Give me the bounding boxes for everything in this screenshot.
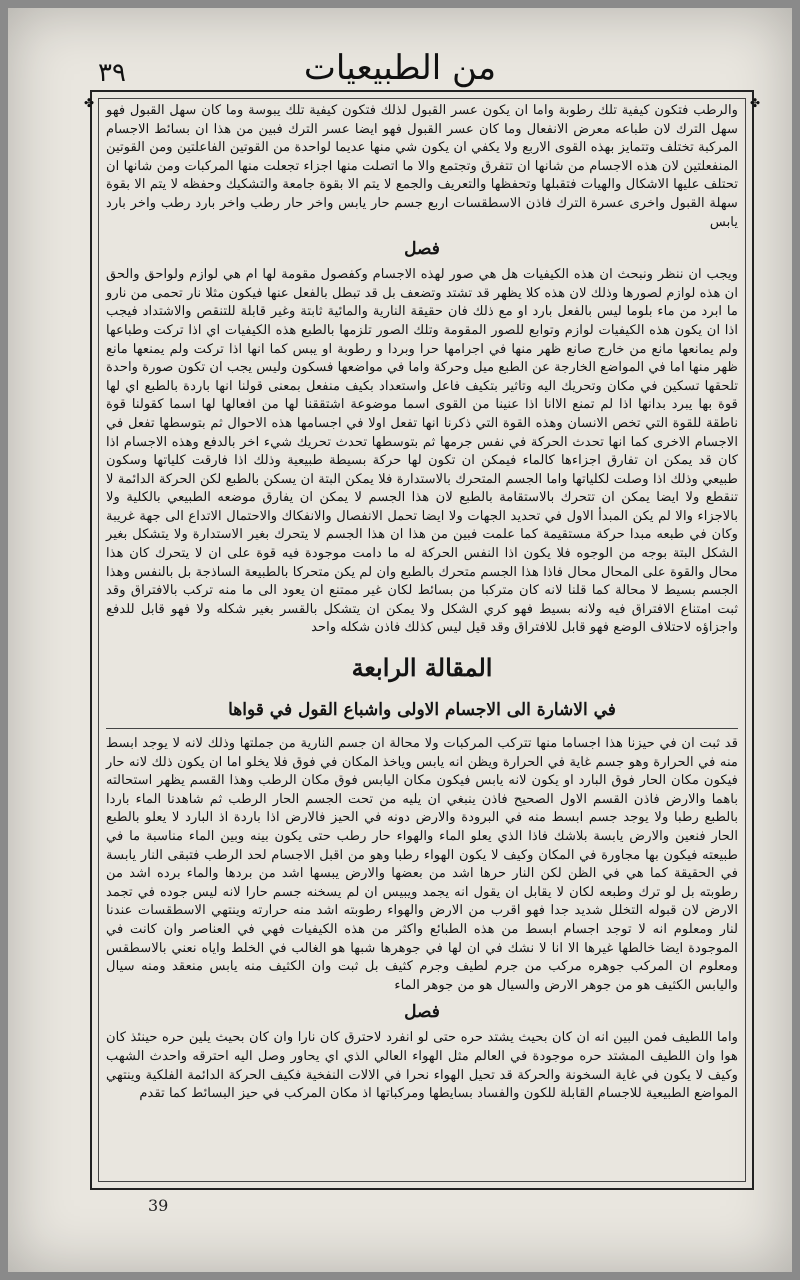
running-title: من الطبيعيات xyxy=(303,48,497,88)
section-heading: فصل xyxy=(404,239,440,260)
paragraph: واما اللطيف فمن البين انه ان كان بحيث يشتد حره حتى لو انفرد لاحترق كان نارا وان كان بحيث يلين حره حينئذ كان هوا وان اللطيف المشتد حره موجودة في العالم مثل الهواء العالي الذي اي يحاور وصل اليه احترقه واحدث الشهب وكيف لا يكون في غاية السخونة والحركة قد تحيل الهواء نحرا في الالات النفخية فكيف الحركة الدائمة الفلكية وينتهي المواضع الطبيعية للاجسام القابلة للكون والفساد بسايطها ومركباتها اذ مكان المركب في حيز البسائط كما تقدم xyxy=(106,1030,738,1102)
page-number-arabic: ٣٩ xyxy=(98,58,126,88)
main-text xyxy=(106,102,738,1178)
chapter-title: المقالة الرابعة xyxy=(351,653,493,683)
text-frame xyxy=(84,90,761,1190)
paragraph: ويجب ان ننظر ونبحث ان هذه الكيفيات هل هي صور لهذه الاجسام وكفصول مقومة لها ام هي لوازم ولواحق والحق ان هذه لوازم لصورها وذلك لان هذه كلا يظهر قد تشتد وتضعف بل قد تبطل بالفعل عنها فيكون مثلا نار تحمى من نارو ما ابرد من ماء بلوما ليس بالفعل بارد او مع ذلك فان حقيقة النارية والمائية ثابتة وغير قابلة للتنقص والاشتداد فيجب اذا ان يكون هذه الكيفيات لوازم وتوابع للصور المقومة وتلك الصور تلزمها بالطبع هذه الكيفيات اي اذا تركت وطباعها ولم يمانعها مانع من خارج صانع ظهر منها في اجرامها حرا وبردا و رطوبة او يبس كما انها اذا تركت ولم يمنعها مانع ظهر منها اما في المواضع الخارجة عن الطبع ميل وحركة واما في مواضعها فسكون وليس يجب ان تكون صورة واحدة تلحقها تسكين في مكان وتحريك اليه وتاثير بتكيف فاعل واستعداد بكيف منفعل بمعنى قولنا انها باردة بالطبع اي لها قوة بها يبرد بدانها اذا لم تمنع الاانا اذا عنينا من القوى اسما موضوعة اشتققنا لها من افعالها لها اسما كقولنا قوة ناطقة للقوة التي تخص الانسان وهذه القوة التي ذكرنا انها تفعل اولا في اجسامها هذه الاحوال ثم بتوسطها تفعل في الاجسام الاخرى كما انها تحدث الحركة في نفس جرمها ثم بتوسطها تحدث تحريك شيء اخر بالدفع وهذه الاجسام اذا كان قد يمكن ان تفارق اجزاءها كالماء فيمكن ان تكون لها حركة بسيطة طبيعية وذلك اذا فارقت كلياتها وسكون طبيعي وذلك اذا وصلت لكلياتها واما الجسم المتحرك بالاستدارة فلا يمكن البتة ان يسكن بالطبع لكن الحركة الدائمة لا تنقطع ولا ايضا يمكن ان تتحرك بالاستقامة بالطبع لان هذا الجسم لا يمكن ان يفارق موضعه الطبيعي بالكلية ولا بالاجزاء والا لم يكن المبدأ الاول في تحديد الجهات ولا ايضا تحمل الانفصال والانفكاك والاحتمال الاتداع الى جهة غريبة وكان في طبعه مبدا حركة مستقيمة كما علمت فبين من هذا ان هذا الجسم لا يتحرك بغير الاستدارة ولا يتشكل بغير الشكل البتة بوجه من الوجوه فلا يكون اذا النفس الحركة له ما دامت موجودة فيه قوة على ان لا يتحرك كان هذا محال والقوة على المحال محال فاذا هذا الجسم متحرك بالطبع وان لم يكن متحركا بالطبيعة الساذجة بل بالنفس وهذا الجسم بسيط لا محالة كما قلنا لانه كان متركبا من بسائط لكان غير ممتنع ان يعود الى ما منه تركب بالافتراق وقد ثبت امتناع الافتراق فيه ولانه بسيط فهو كري الشكل ولا يمكن ان يتشكل بالقسر بغير شكله ولا فهو قابل للدفع واجزاؤه لاحتلاف الوضع فهو قابل للافتراق وقد قيل ليس كذلك فاذن شكله واحد xyxy=(106,267,738,636)
corner-ornament-icon: ✤ xyxy=(84,96,95,110)
paragraph: قد ثبت ان في حيزنا هذا اجساما منها تتركب المركبات ولا محالة ان جسم النارية من جملتها وذلك لانه لا يوجد ابسط منه في الحرارة وهو جسم غاية في الحرارة ويظن انه يابس وياخذ المكان في فوق فلا يخلو اما ان يكون ذلك لانه حار فيكون مكان الحار فوق البارد او يكون لانه يابس فيكون مكان اليابس فوق مكان الرطب وهذا القسم يظهر استحالته باهما والارض فاذن القسم الاول الصحيح فاذن ينبغي ان يليه من تحت الجسم الحار الرطب ثم شاهدنا الماء باردا بالطبع رطبا ولا يوجد جسم ابسط منه في البرودة والارض دونه في الحيز فالارض اذا باردة اذ البارد لا يعلو بالطبع الحار فنعين والارض يابسة بلاشك فاذا الذي يعلو الماء والهواء حار رطب حتى يكون بينه وبين الماء مناسبة ما في طبيعته فيكون بها مجاورة في المكان وكيف لا يكون الهواء رطبا وهو من اقبل الاجسام لحد الرطب فتبقى النار يابسة في الحقيقة كما هي في الظن لكن النار حرها اشد من بعضها والارض يبسها اشد من بردها والماء برده اشد من رطوبته بل لو ترك وطبعه لكان لا يقابل ان يقول انه يجمد ويبيس ان لم يسخنه جسم حارا لانه ليس جوده في تجمد الارض لان قبوله التخلل شديد جدا فهو اقرب من الارض والهواء رطوبته اشد منه حرارته وينتهي الاسطقسات عندنا لنار ومعلوم انه لا توجد اجسام ابسط من هذه الطبائع واكثر من هذه الكيفيات فهي في العناصر وان كانت في الموجودة ايضا خالطها غيرها الا انا لا نشك في ان لها في جوهرها شبها هو الغالب في الخلط واياه نعني بالاسطقس ومعلوم ان المركب جوهره مركب من جرم لطيف وجرم كثيف بل ثبت وان الكثيف منه يابس منعقد ومنه سيال واليابس الكثيف هو من جوهر الارض والسيال هو من جوهر الماء xyxy=(106,736,738,993)
section-heading: فصل xyxy=(404,1002,440,1023)
chapter-subtitle: في الاشارة الى الاجسام الاولى واشباع القول في قواها xyxy=(106,694,738,729)
page-number-latin: 39 xyxy=(148,1196,169,1215)
paragraph: والرطب فتكون كيفية تلك رطوبة واما ان يكون عسر القبول لذلك فتكون كيفية تلك يبوسة وما كان سهل القبول فهو سهل الترك لان طباعه معرض الانفعال وما كان عسر القبول فهو ايضا عسر الترك فبين من هذا ان بسائط الاجسام المركبة تختلف وتتمايز بهذه القوى الاربع ولا يكفي ان يكون شي منها عديما لواحدة من القوتين الفاعلتين ومن القوتين المنفعلتين لان هذه الاجسام من شانها ان تتفرق وتجتمع والا ما اتصلت منها اجزاء تجعلت منها المركبات ومن شانها ان تحتلف عليها الاشكال والهيات فتقبلها وتحفظها والتعريف والجمع لا يتم الا بقوة جامعة والتشكيك وحفظه لا يتم الا بقوة سهلة القبول واخرى عسرة الترك فاذن الاسطقسات اربع جسم حار يابس واخر حار رطب واخر بارد رطب واخر بارد يابس xyxy=(106,103,738,230)
book-page xyxy=(8,8,792,1272)
corner-ornament-icon: ✤ xyxy=(750,96,761,110)
